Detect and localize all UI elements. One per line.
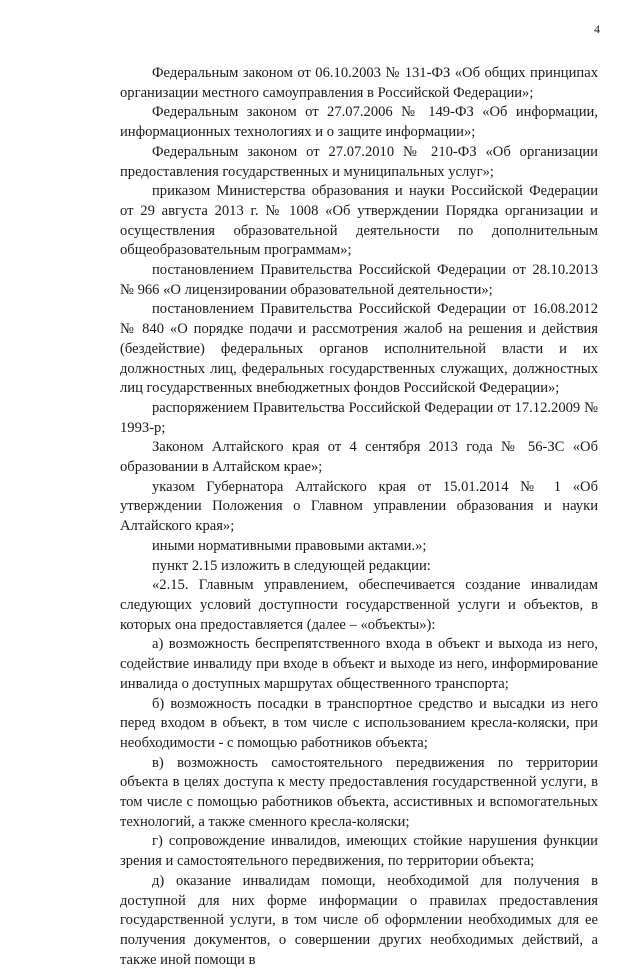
paragraph-resolution-840: постановлением Правительства Российской Федерации от 16.08.2012 № 840 «О порядке подачи и рассмотрения жалоб на решения и действия (бездействие) федеральных органов исполнительной власти и их должностных лиц, федеральных государственных служащих, должностных лиц государственных внебюджетных фондов Российской Федерации»; — [120, 301, 598, 397]
document-body — [120, 64, 598, 970]
paragraph-law-56: Законом Алтайского края от 4 сентября 2013 года № 56-ЗС «Об образовании в Алтайском крае»; — [120, 439, 598, 476]
paragraph-item-b: б) возможность посадки в транспортное средство и высадки из него перед входом в объект, в том числе с использованием кресла-коляски, при необходимости - с помощью работников объекта; — [120, 695, 598, 751]
paragraph-law-131: Федеральным законом от 06.10.2003 № 131-ФЗ «Об общих принципах организации местного самоуправления в Российской Федерации»; — [120, 65, 598, 101]
paragraph-resolution-966: постановлением Правительства Российской Федерации от 28.10.2013 № 966 «О лицензировании образовательной деятельности»; — [120, 262, 598, 298]
paragraph-item-a: а) возможность беспрепятственного входа в объект и выхода из него, содействие инвалиду при входе в объект и выходе из него, информирование инвалида о доступных маршрутах общественного транспорта; — [120, 636, 598, 692]
paragraph-law-210: Федеральным законом от 27.07.2010 № 210-ФЗ «Об организации предоставления государственных и муниципальных услуг»; — [120, 143, 598, 180]
paragraph-other-acts: иными нормативными правовыми актами.»; — [152, 537, 427, 554]
paragraph-order-1993: распоряжением Правительства Российской Федерации от 17.12.2009 № 1993-р; — [120, 399, 598, 436]
paragraph-item-g: г) сопровождение инвалидов, имеющих стойкие нарушения функции зрения и самостоятельного передвижения, по территории объекта; — [120, 833, 598, 870]
paragraph-item-d: д) оказание инвалидам помощи, необходимой для получения в доступной для них форме информации о правилах предоставления государственной услуги, в том числе об оформлении необходимых для ее получения документов, о совершении других необходимых действий, а также иной помощи в — [120, 872, 598, 968]
paragraph-decree-1: указом Губернатора Алтайского края от 15.01.2014 № 1 «Об утверждении Положения о Главном управлении образования и науки Алтайского края»; — [120, 478, 598, 535]
paragraph-order-1008: приказом Министерства образования и науки Российской Федерации от 29 августа 2013 г. № 1008 «Об утверждении Порядка организации и осуществления образовательной деятельности по дополнительным общеобразовательным программам»; — [120, 183, 598, 259]
paragraph-item-v: в) возможность самостоятельного передвижения по территории объекта в целях доступа к месту предоставления государственной услуги, в том числе с помощью работников объекта, ассистивных и вспомогательных технологий, а также сменного кресла-коляски; — [120, 754, 598, 830]
paragraph-clause-2-15: «2.15. Главным управлением, обеспечивается создание инвалидам следующих условий доступности государственной услуги и объектов, в которых она предоставляется (далее – «объекты»): — [120, 577, 598, 633]
paragraph-clause-intro: пункт 2.15 изложить в следующей редакции: — [152, 557, 431, 574]
paragraph-law-149: Федеральным законом от 27.07.2006 № 149-ФЗ «Об информации, информационных технологиях и о защите информации»; — [120, 104, 598, 141]
page-number: 4 — [594, 22, 600, 36]
